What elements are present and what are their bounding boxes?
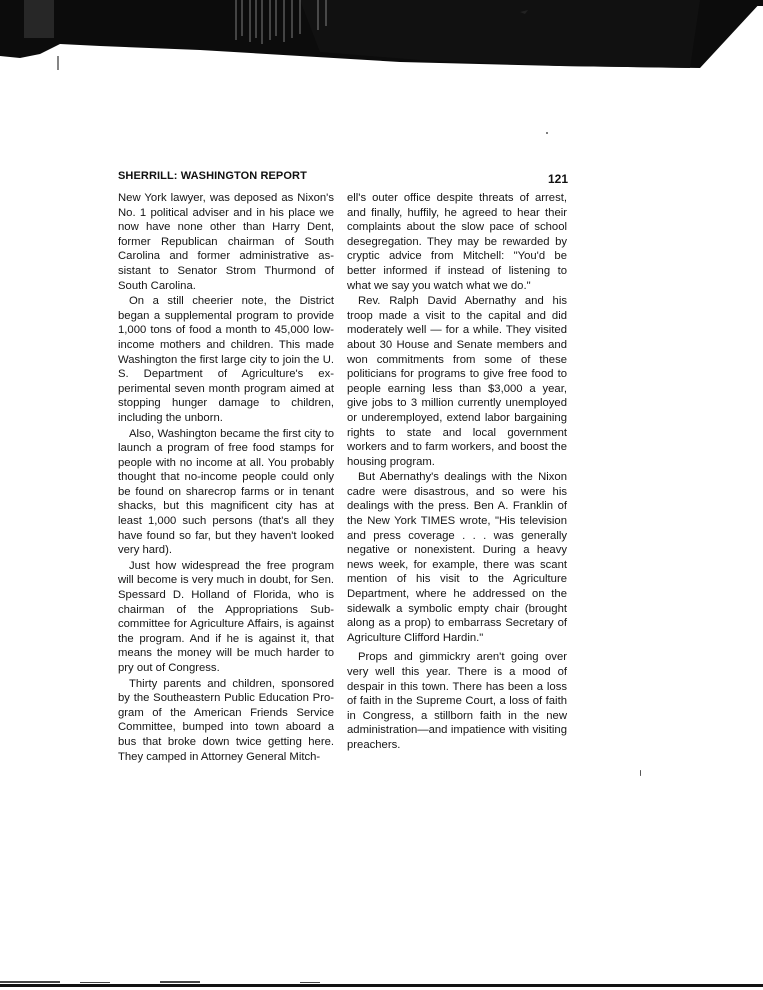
scan-speck: [640, 770, 641, 776]
left-column: [118, 191, 334, 764]
paragraph: New York lawyer, was deposed as Nixon's No. 1 political adviser and in his place we now have none other than Harry Dent, former Republican chairman of South Carolina and former administrative assistant to Senator Strom Thurmond of South Carolina.: [118, 192, 334, 292]
running-head: SHERRILL: WASHINGTON REPORT: [118, 170, 307, 182]
scan-artifact-bottom: [0, 980, 763, 990]
right-column: [347, 191, 567, 753]
paragraph: Rev. Ralph David Abernathy and his troop made a visit to the capital and did moderately well — for a while. They visited about 30 House and Senate members and won commitments from some of these politicians for programs to give free food to people earning less than $3,000 a year, give jobs to 3 million currently unemployed or underemployed, extend labor bargaining rights to state and local government workers and to farm workers, and boost the housing program.: [347, 295, 567, 468]
paragraph: Thirty parents and children, sponsored by the Southeastern Public Education Program of the American Friends Service Committee, bumped into town aboard a bus that broke down twice getting here. They camped in Attorney General Mitch-: [118, 677, 334, 763]
paragraph: Also, Washington became the first city to launch a program of free food stamps for people with no income at all. You probably thought that no-income people could only be found on sharecrop farms or in tenant shacks, but this magnificent city has at least 1,000 such persons (that's all they have found so far, but they haven't looked very hard).: [118, 427, 334, 557]
paragraph: But Abernathy's dealings with the Nixon cadre were disastrous, and so were his dealings with the press. Ben A. Franklin of the New York TIMES wrote, "His television and press coverage . . . was generally negative or nonexistent. During a heavy news week, for example, there was scant mention of his visit to the Agriculture Department, where he addressed on the sidewalk a symbolic empty chair (brought along as a prop) to embarrass Secretary of Agriculture Clifford Hardin.": [347, 471, 567, 644]
scan-speck: [546, 132, 548, 134]
paragraph: Just how widespread the free program will become is very much in doubt, for Sen. Spessard D. Holland of Florida, who is chairman of the Appropriations Subcommittee for Agriculture Affairs, is against the program. And if he is against it, that means the money will be much harder to pry out of Congress.: [118, 559, 334, 674]
paragraph: Props and gimmickry aren't going over very well this year. There is a mood of despair in this town. There has been a loss of faith in the Supreme Court, a loss of faith in Congress, a stillborn faith in the new administration—and impatience with visiting preachers.: [347, 651, 567, 751]
page-number: 121: [548, 172, 569, 186]
paragraph: On a still cheerier note, the District began a supplemental program to provide 1,000 tons of food a month to 45,000 low-income mothers and children. This made Washington the first large city to join the U. S. Department of Agriculture's experimental seven month program aimed at stopping hunger damage to children, including the unborn.: [118, 295, 334, 424]
paragraph: ell's outer office despite threats of arrest, and finally, huffily, he agreed to hear their complaints about the slow pace of school desegregation. They may be rewarded by cryptic advice from Mitchell: "You'd be better informed if instead of listening to what we say you watch what we do.": [347, 192, 567, 292]
scan-artifact-top: [0, 0, 763, 70]
